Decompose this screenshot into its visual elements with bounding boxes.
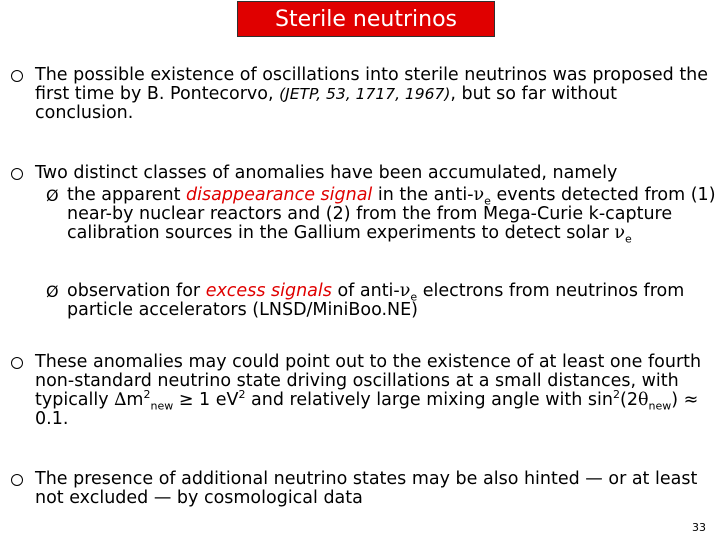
- sub-item-text: in the anti-: [372, 185, 474, 205]
- paragraph-text: The possible existence of oscillations into sterile neutrinos was proposed the first time by B. Pontecorvo,: [35, 65, 709, 104]
- reference-citation: (JETP, 53, 1717, 1967): [279, 85, 451, 103]
- arrow-bullet-icon: Ø: [46, 186, 59, 205]
- highlight-excess: excess signals: [205, 281, 332, 301]
- slide-title: Sterile neutrinos: [275, 7, 457, 32]
- subscript-e: e: [625, 232, 632, 246]
- paragraph-fourth-state: [35, 353, 715, 429]
- arrow-bullet-icon: Ø: [46, 282, 59, 301]
- paragraph-text: m: [126, 390, 144, 410]
- theta-symbol: θ: [637, 390, 649, 410]
- superscript-2: 2: [143, 388, 151, 402]
- superscript-2: 2: [613, 388, 620, 402]
- paragraph-cosmology: The presence of additional neutrino states may be also hinted — or at least not excluded — by cosmological data: [35, 469, 698, 508]
- paragraph-text: (2: [620, 390, 638, 410]
- subscript-e: e: [410, 290, 418, 304]
- sub-item-excess: [67, 282, 717, 320]
- nu-symbol: ν: [473, 185, 485, 205]
- paragraph-pontecorvo: [35, 66, 715, 123]
- sub-item-disappearance: [67, 185, 717, 246]
- sub-item-text: the apparent: [67, 185, 187, 205]
- sub-item-text: of anti-: [331, 281, 400, 301]
- paragraph-text: and relatively large mixing angle with sin: [245, 390, 613, 410]
- highlight-disappearance: disappearance signal: [186, 185, 373, 205]
- nu-symbol: ν: [399, 281, 411, 301]
- paragraph-text: ≥ 1 eV: [173, 390, 239, 410]
- superscript-2: 2: [238, 388, 246, 402]
- subscript-new: new: [150, 399, 174, 413]
- page-number: 33: [692, 521, 706, 534]
- bullet-circle-icon: [11, 168, 23, 180]
- paragraph-text: ) ≈ 0.1.: [35, 390, 699, 429]
- nu-symbol: ν: [614, 223, 626, 243]
- sub-item-text: observation for: [67, 281, 206, 301]
- paragraph-anomalies: Two distinct classes of anomalies have been accumulated, namely: [35, 163, 618, 183]
- paragraph-text: , but so far without conclusion.: [35, 84, 617, 123]
- bullet-circle-icon: [11, 70, 23, 82]
- paragraph-text: These anomalies may could point out to the existence of at least one fourth non-standard neutrino state driving oscillations at a small distances, with typically: [35, 352, 702, 410]
- sub-item-text: events detected from (1) near-by nuclear reactors and (2) from the from Mega-Curie k-capture calibration sources in the Gallium experiments to detect solar: [67, 185, 716, 243]
- subscript-e: e: [484, 194, 491, 208]
- sub-item-text: electrons from neutrinos from particle accelerators (LNSD/MiniBoo.NE): [67, 281, 685, 320]
- title-banner: [237, 1, 495, 37]
- subscript-new: new: [648, 399, 672, 413]
- delta-symbol: ∆: [114, 390, 127, 410]
- bullet-circle-icon: [11, 357, 23, 369]
- bullet-circle-icon: [11, 474, 23, 486]
